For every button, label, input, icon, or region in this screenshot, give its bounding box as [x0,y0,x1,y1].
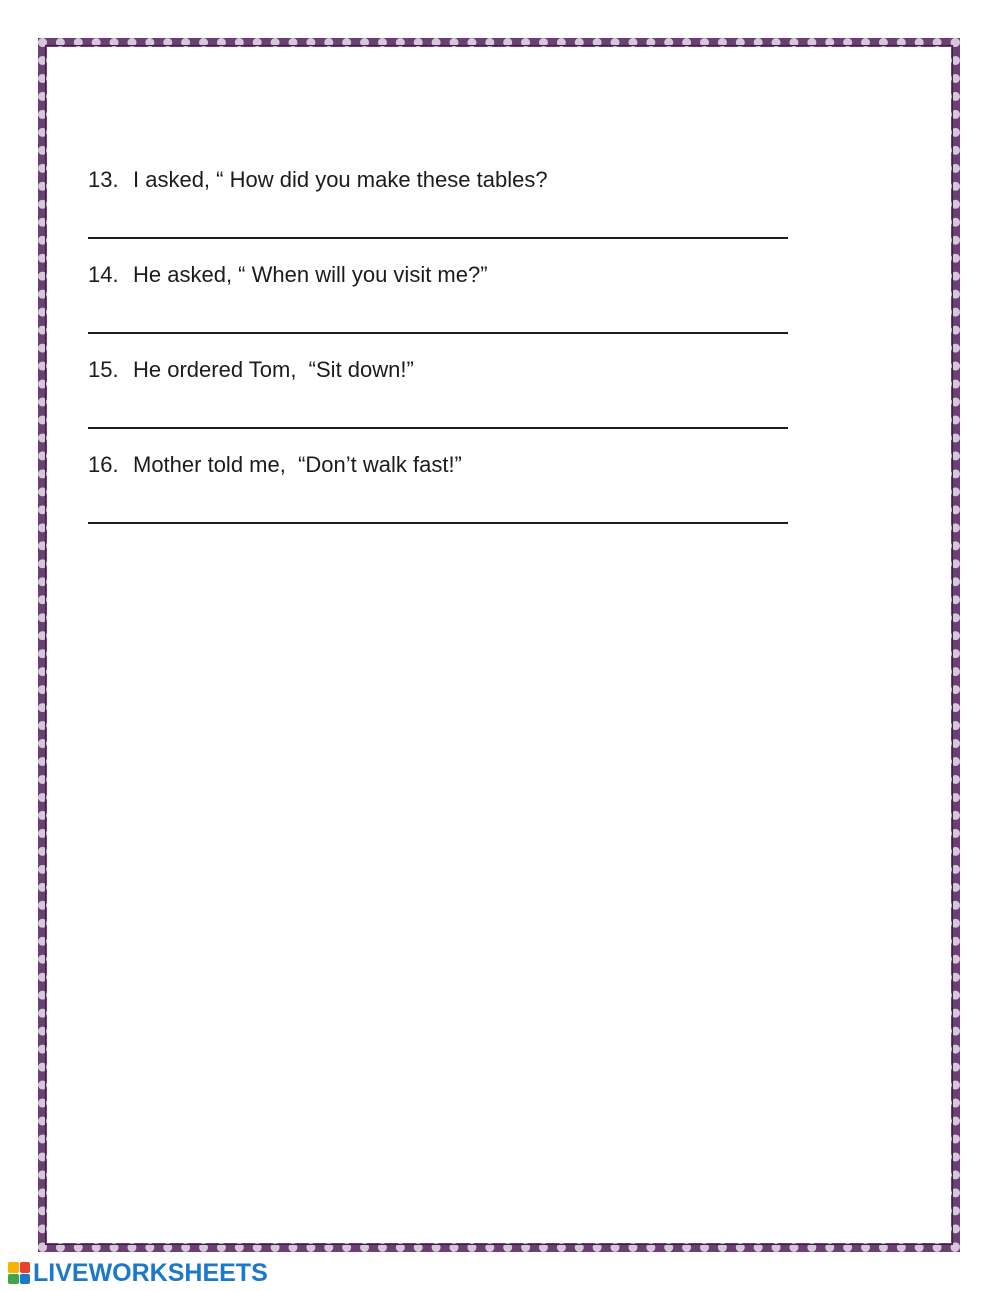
question-15 [88,355,808,450]
answer-field[interactable] [88,427,788,429]
question-text: He ordered Tom, “Sit down!” [133,357,414,382]
question-number: 16. [88,452,119,477]
answer-field[interactable] [88,522,788,524]
question-list [88,165,808,545]
question-number: 13. [88,167,119,192]
liveworksheets-logo[interactable] [8,1260,268,1286]
logo-square-red [20,1262,31,1273]
logo-icon [8,1262,30,1284]
answer-field[interactable] [88,332,788,334]
question-text: Mother told me, “Don’t walk fast!” [133,452,462,477]
question-13 [88,165,808,260]
question-number: 15. [88,357,119,382]
question-number: 14. [88,262,119,287]
question-14 [88,260,808,355]
logo-square-green [8,1274,19,1285]
question-text: I asked, “ How did you make these tables? [133,167,548,192]
logo-square-blue [20,1274,31,1285]
question-16 [88,450,808,545]
logo-square-yellow [8,1262,19,1273]
question-text: He asked, “ When will you visit me?” [133,262,488,287]
brand-name: LIVEWORKSHEETS [33,1258,268,1287]
answer-field[interactable] [88,237,788,239]
